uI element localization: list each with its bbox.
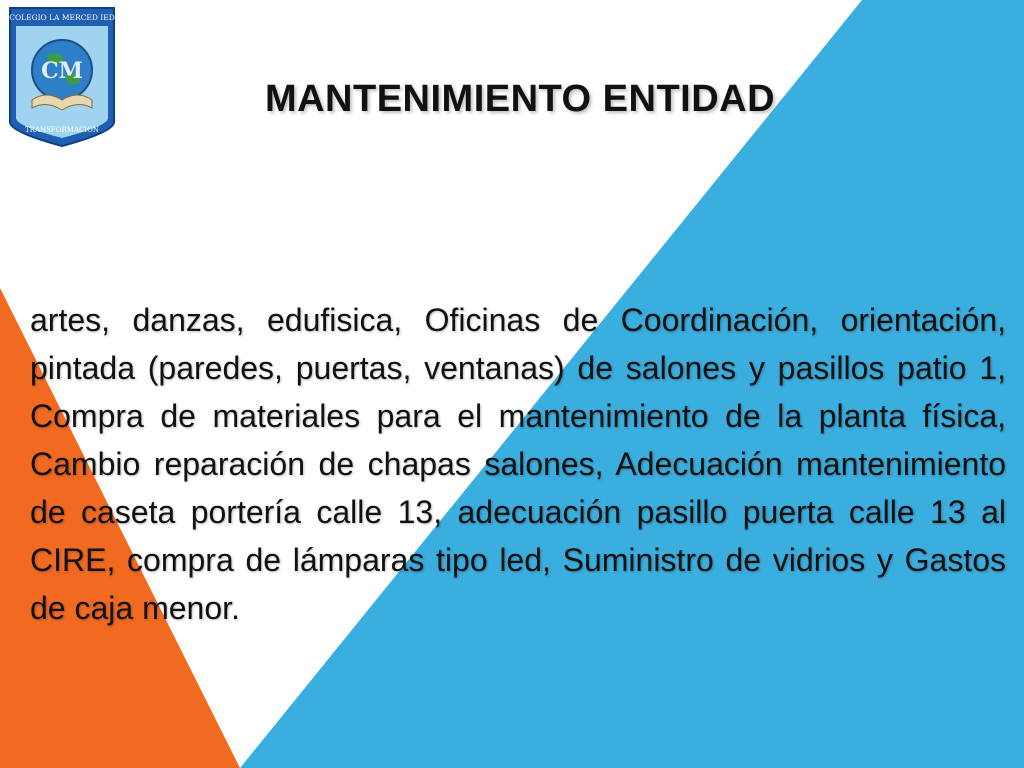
school-logo [6,4,118,150]
slide-body-text: artes, danzas, edufisica, Oficinas de Coordinación, orientación, pintada (paredes, puertas, ventanas) de salones y pasillos patio 1, Compra de materiales para el mantenimiento de la planta física, Cambio reparación de chapas salones, Adecuación mantenimiento de caseta portería calle 13, adecuación pasillo puerta calle 13 al CIRE, compra de lámparas tipo led, Suministro de vidrios y Gastos de caja menor. [30,302,1006,626]
logo-top-text: COLEGIO LA MERCED IED [9,13,115,22]
slide-title: MANTENIMIENTO ENTIDAD [264,78,776,120]
logo-bottom-text: TRANSFORMACION [25,126,99,134]
logo-monogram: CM [41,58,83,84]
